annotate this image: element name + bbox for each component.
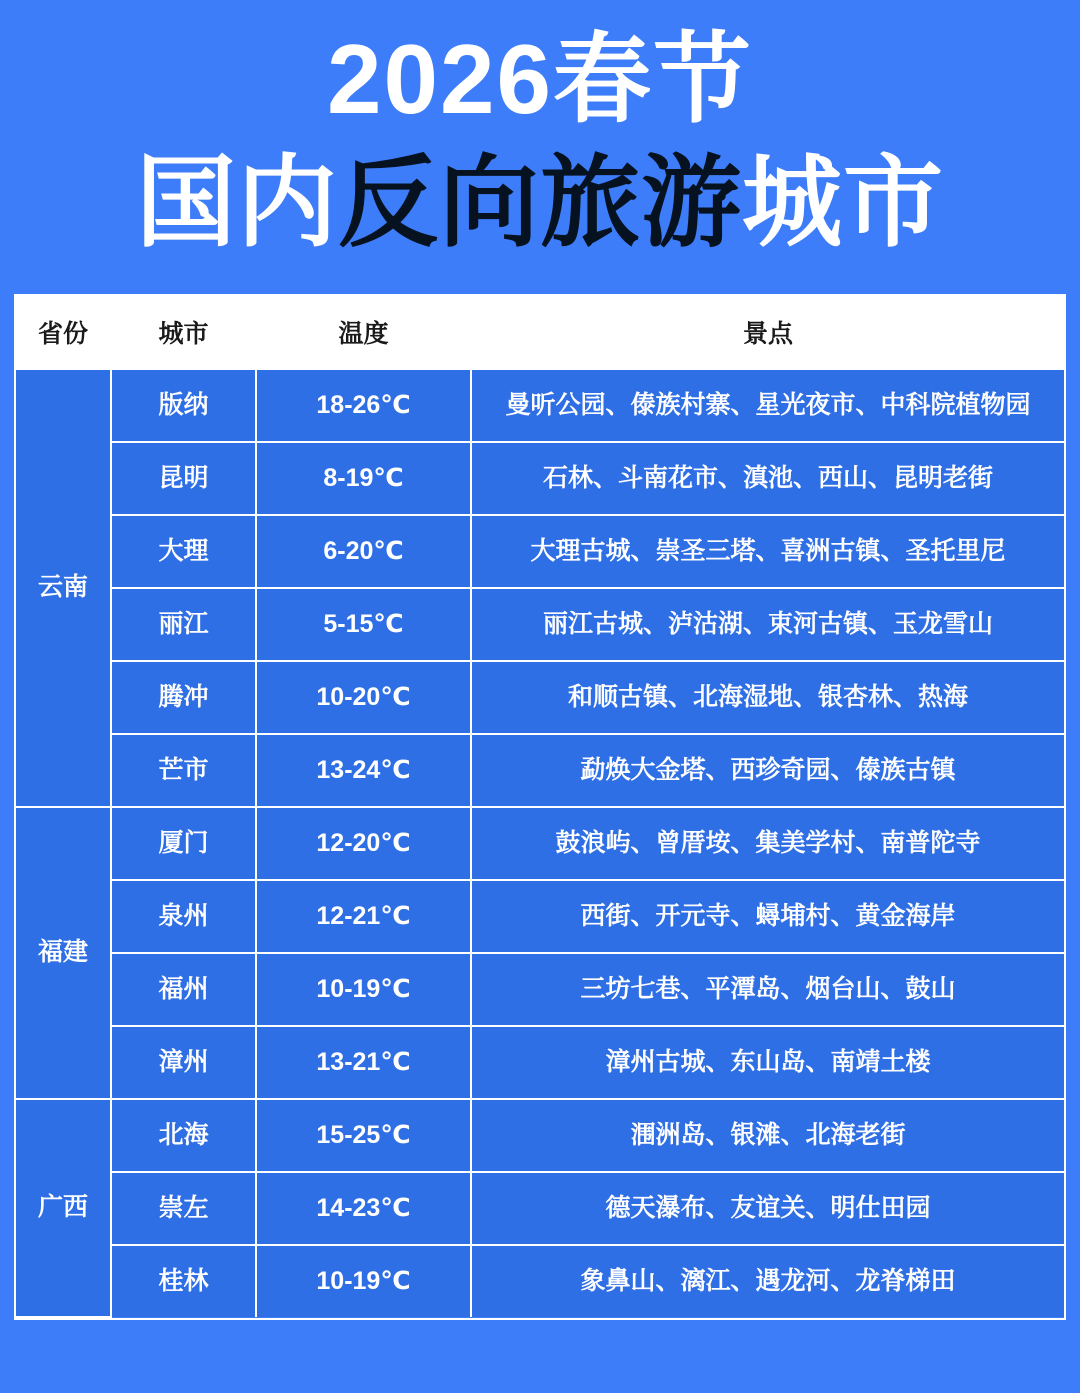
header-province: 省份 [16,296,111,369]
temperature-cell: 5-15℃ [256,588,471,661]
table-row [16,953,1064,1026]
city-cell: 版纳 [111,369,256,442]
title-prefix: 国内 [136,146,338,259]
title-line-2 [0,141,1080,266]
city-cell: 泉州 [111,880,256,953]
temperature-cell: 10-20℃ [256,661,471,734]
province-cell: 广西 [16,1099,111,1317]
attractions-cell: 德天瀑布、友谊关、明仕田园 [471,1172,1064,1245]
table-row [16,1026,1064,1099]
attractions-cell: 鼓浪屿、曾厝垵、集美学村、南普陀寺 [471,807,1064,880]
attractions-cell: 丽江古城、泸沽湖、束河古镇、玉龙雪山 [471,588,1064,661]
attractions-cell: 勐焕大金塔、西珍奇园、傣族古镇 [471,734,1064,807]
table-row [16,1172,1064,1245]
table-row [16,734,1064,807]
city-cell: 腾冲 [111,661,256,734]
city-table-container [14,294,1066,1320]
table-header-row [16,296,1064,369]
province-cell: 福建 [16,807,111,1099]
attractions-cell: 石林、斗南花市、滇池、西山、昆明老街 [471,442,1064,515]
title-line-1: 2026春节 [326,24,753,134]
header-attractions: 景点 [471,296,1064,369]
city-cell: 芒市 [111,734,256,807]
table-row [16,1099,1064,1172]
title-suffix: 城市 [742,146,944,259]
attractions-cell: 三坊七巷、平潭岛、烟台山、鼓山 [471,953,1064,1026]
table-row [16,1245,1064,1317]
city-cell: 漳州 [111,1026,256,1099]
temperature-cell: 13-24℃ [256,734,471,807]
city-table [16,296,1064,1318]
header-temperature: 温度 [256,296,471,369]
attractions-cell: 大理古城、崇圣三塔、喜洲古镇、圣托里尼 [471,515,1064,588]
temperature-cell: 10-19℃ [256,953,471,1026]
attractions-cell: 涠洲岛、银滩、北海老街 [471,1099,1064,1172]
temperature-cell: 13-21℃ [256,1026,471,1099]
province-cell: 云南 [16,369,111,807]
city-cell: 昆明 [111,442,256,515]
attractions-cell: 和顺古镇、北海湿地、银杏林、热海 [471,661,1064,734]
table-row [16,369,1064,442]
temperature-cell: 15-25℃ [256,1099,471,1172]
title-highlight: 反向旅游 [338,146,742,259]
temperature-cell: 10-19℃ [256,1245,471,1317]
attractions-cell: 曼听公园、傣族村寨、星光夜市、中科院植物园 [471,369,1064,442]
attractions-cell: 象鼻山、漓江、遇龙河、龙脊梯田 [471,1245,1064,1317]
table-row [16,807,1064,880]
temperature-cell: 6-20℃ [256,515,471,588]
temperature-cell: 18-26℃ [256,369,471,442]
city-cell: 丽江 [111,588,256,661]
temperature-cell: 12-20℃ [256,807,471,880]
table-row [16,515,1064,588]
temperature-cell: 12-21℃ [256,880,471,953]
header-city: 城市 [111,296,256,369]
temperature-cell: 14-23℃ [256,1172,471,1245]
city-cell: 崇左 [111,1172,256,1245]
table-row [16,661,1064,734]
city-cell: 厦门 [111,807,256,880]
poster-title [0,0,1080,266]
city-cell: 北海 [111,1099,256,1172]
table-row [16,880,1064,953]
city-cell: 桂林 [111,1245,256,1317]
city-cell: 福州 [111,953,256,1026]
table-row [16,442,1064,515]
city-cell: 大理 [111,515,256,588]
attractions-cell: 漳州古城、东山岛、南靖土楼 [471,1026,1064,1099]
attractions-cell: 西街、开元寺、蟳埔村、黄金海岸 [471,880,1064,953]
table-row [16,588,1064,661]
temperature-cell: 8-19℃ [256,442,471,515]
